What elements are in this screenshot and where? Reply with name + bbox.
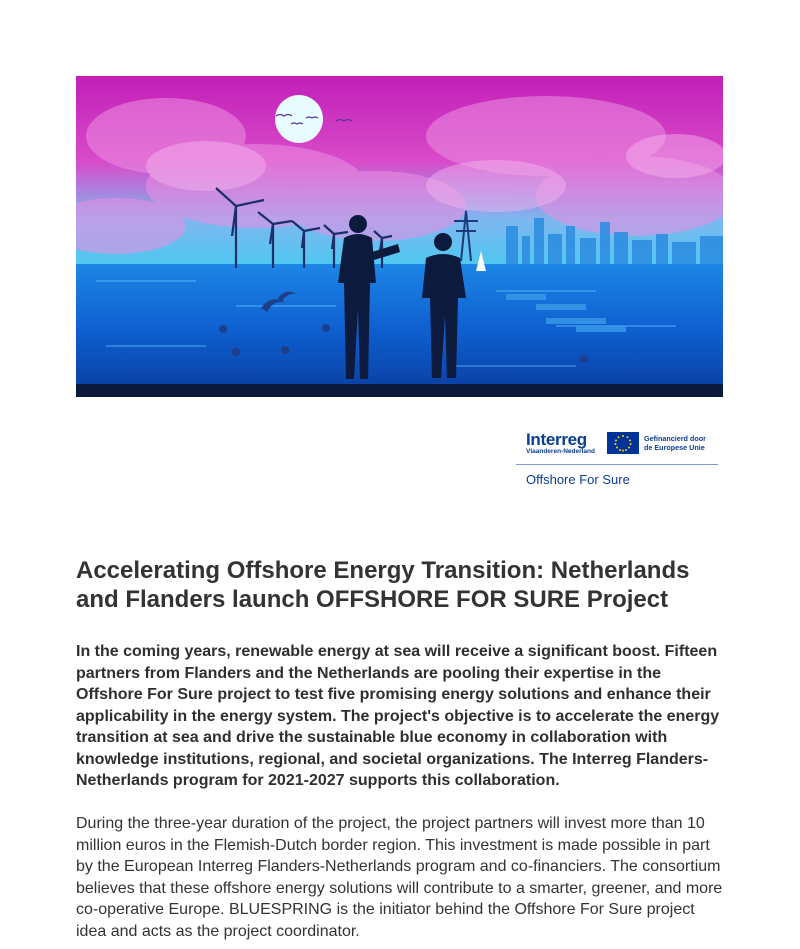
interreg-region: Vlaanderen-Nederland bbox=[526, 448, 595, 455]
eu-funding-label: Gefinancierd door de Europese Unie bbox=[644, 434, 706, 452]
logo-divider bbox=[516, 464, 718, 465]
hero-illustration bbox=[76, 76, 723, 397]
partner-logos bbox=[516, 428, 720, 490]
article-body: During the three-year duration of the project, the project partners will invest more than 10 million euros in the Flemish-Dutch border region. This investment is made possible in part by the European Interreg Flanders-Netherlands program and co-financiers. The consortium believes that these offshore energy solutions will contribute to a smarter, greener, and more co-operative Europe. BLUESPRING is the initiator behind the Offshore For Sure project idea and acts as the project coordinator. bbox=[76, 815, 723, 940]
article-title: Accelerating Offshore Energy Transition: Netherlands and Flanders launch OFFSHORE FOR SURE Project bbox=[76, 557, 690, 613]
project-name: Offshore For Sure bbox=[526, 472, 630, 487]
interreg-logo: Interreg bbox=[526, 430, 587, 449]
sun bbox=[275, 95, 323, 143]
article-lead: In the coming years, renewable energy at sea will receive a significant boost. Fifteen partners from Flanders and the Netherlands are pooling their expertise in the Offshore For Sure project to test five promising energy solutions and enhance their applicability in the energy system. The project's objective is to accelerate the energy transition at sea and drive the sustainable blue economy in collaboration with knowledge institutions, regional, and societal organizations. The Interreg Flanders-Netherlands program for 2021-2027 supports this collaboration. bbox=[76, 643, 720, 789]
eu-flag-icon bbox=[607, 432, 639, 454]
